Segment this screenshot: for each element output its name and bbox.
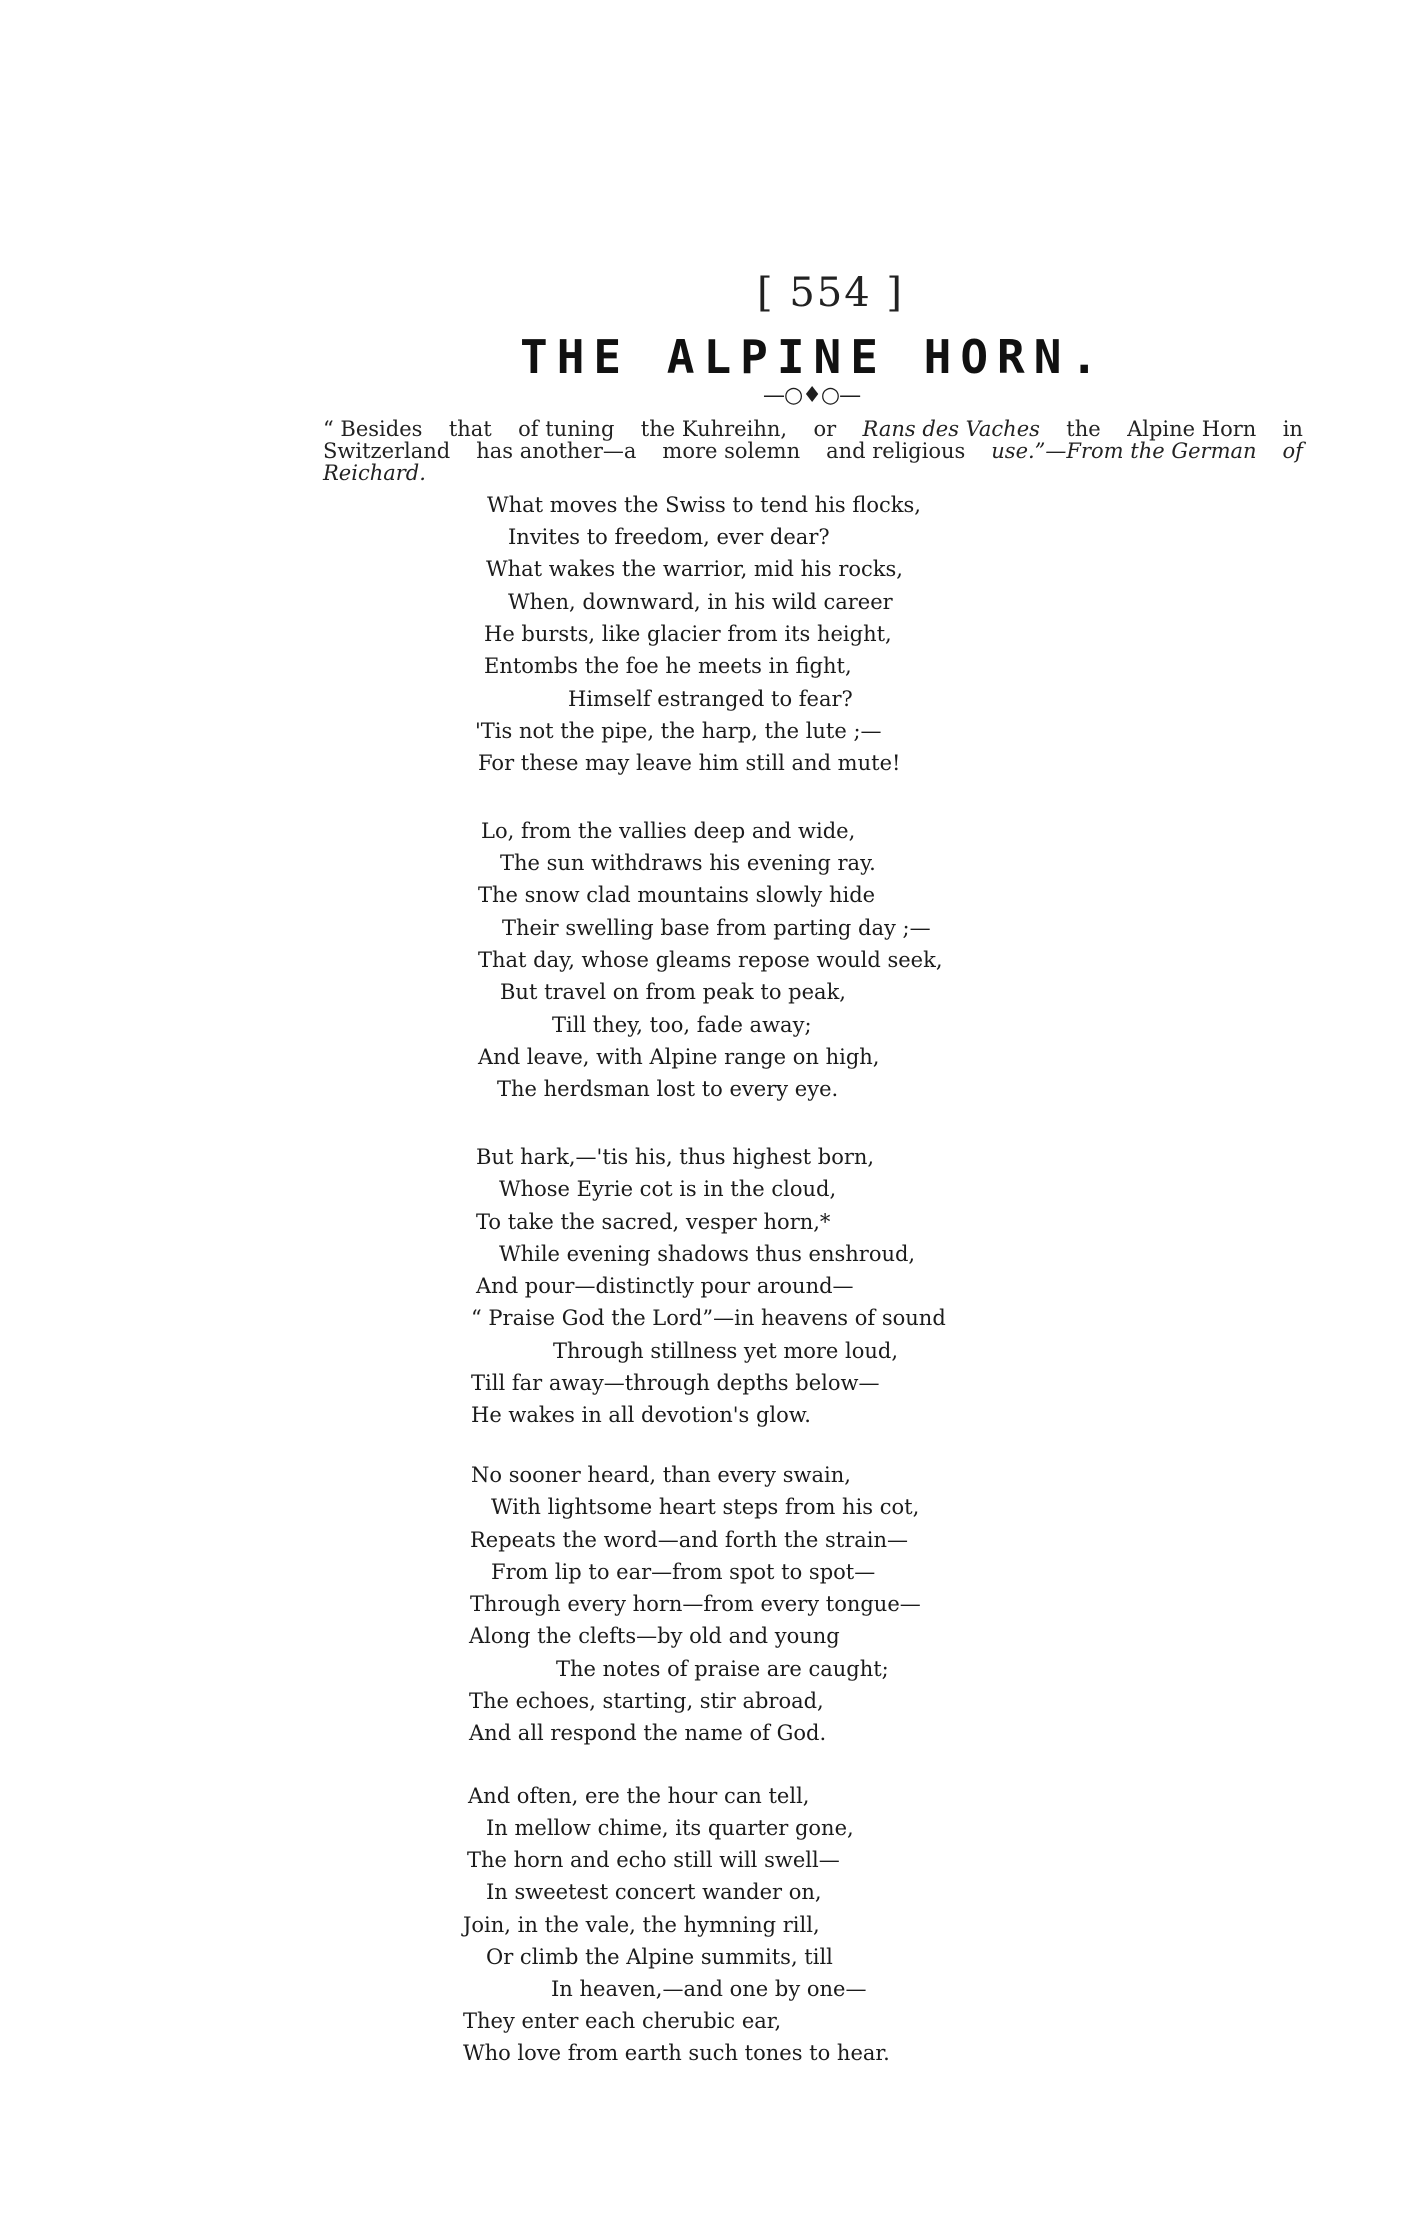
epigraph-word: that	[448, 417, 492, 441]
poem-line: With lightsome heart steps from his cot,	[491, 1495, 920, 1519]
poem-line: The notes of praise are caught;	[556, 1657, 889, 1681]
poem-line: Through stillness yet more loud,	[553, 1339, 899, 1363]
epigraph-author: Reichard.	[323, 461, 426, 485]
poem-line: Lo, from the vallies deep and wide,	[481, 819, 856, 843]
poem-line: He bursts, like glacier from its height,	[484, 622, 892, 646]
poem-line: In mellow chime, its quarter gone,	[486, 1816, 854, 1840]
epigraph-word: has another—a	[476, 439, 637, 463]
epigraph-word: more solemn	[662, 439, 801, 463]
poem-line: Invites to freedom, ever dear?	[508, 525, 830, 549]
poem-line: They enter each cherubic ear,	[463, 2009, 782, 2033]
poem-line: Who love from earth such tones to hear.	[463, 2041, 890, 2065]
poem-line: The herdsman lost to every eye.	[497, 1077, 839, 1101]
poem-line: In heaven,—and one by one—	[551, 1977, 867, 2001]
poem-line: Entombs the foe he meets in fight,	[484, 654, 852, 678]
poem-line: From lip to ear—from spot to spot—	[491, 1560, 876, 1584]
epigraph-word: and religious	[826, 439, 966, 463]
title-ornament: —○♦○—	[763, 383, 861, 408]
epigraph-word: the	[1066, 417, 1101, 441]
epigraph-word: Switzerland	[323, 439, 451, 463]
poem-line: Their swelling base from parting day ;—	[502, 916, 931, 940]
poem-line: For these may leave him still and mute!	[478, 751, 901, 775]
poem-line: No sooner heard, than every swain,	[471, 1463, 851, 1487]
poem-line: What moves the Swiss to tend his flocks,	[487, 493, 921, 517]
poem-line: Till far away—through depths below—	[471, 1371, 880, 1395]
poem-line: But travel on from peak to peak,	[500, 980, 846, 1004]
poem-line: Repeats the word—and forth the strain—	[470, 1528, 909, 1552]
poem-line: In sweetest concert wander on,	[486, 1880, 822, 1904]
poem-line: The horn and echo still will swell—	[467, 1848, 840, 1872]
poem-line: “ Praise God the Lord”—in heavens of sound	[471, 1306, 946, 1330]
epigraph-italic: Rans des Vaches	[862, 417, 1040, 441]
epigraph-word: in	[1282, 417, 1303, 441]
poem-line: Or climb the Alpine summits, till	[486, 1945, 833, 1969]
poem-line: And often, ere the hour can tell,	[468, 1784, 810, 1808]
poem-line: And pour—distinctly pour around—	[476, 1274, 854, 1298]
poem-line: The echoes, starting, stir abroad,	[469, 1689, 824, 1713]
poem-line: Till they, too, fade away;	[552, 1013, 812, 1037]
epigraph-word: of tuning	[518, 417, 615, 441]
poem-line: While evening shadows thus enshroud,	[499, 1242, 916, 1266]
poem-line: And all respond the name of God.	[469, 1721, 827, 1745]
epigraph-word: “ Besides	[323, 417, 423, 441]
poem-line: Join, in the vale, the hymning rill,	[463, 1913, 820, 1937]
poem-line: And leave, with Alpine range on high,	[478, 1045, 880, 1069]
epigraph-word: the Kuhreihn,	[640, 417, 788, 441]
epigraph-word: or	[813, 417, 837, 441]
epigraph-word: Alpine Horn	[1127, 417, 1257, 441]
poem-line: When, downward, in his wild career	[508, 590, 893, 614]
poem-line: The snow clad mountains slowly hide	[478, 883, 876, 907]
poem-line: To take the sacred, vesper horn,*	[476, 1210, 831, 1234]
epigraph-attribution: use.”—From the German	[991, 439, 1257, 463]
poem-line: Himself estranged to fear?	[568, 687, 853, 711]
poem-line: Along the clefts—by old and young	[469, 1624, 840, 1648]
poem-line: But hark,—'tis his, thus highest born,	[476, 1145, 875, 1169]
poem-line: 'Tis not the pipe, the harp, the lute ;—	[475, 719, 882, 743]
poem-line: The sun withdraws his evening ray.	[500, 851, 876, 875]
page-number: [ 554 ]	[757, 270, 904, 316]
poem-line: Through every horn—from every tongue—	[470, 1592, 921, 1616]
poem-line: Whose Eyrie cot is in the cloud,	[499, 1177, 837, 1201]
poem-title: THE ALPINE HORN.	[520, 330, 1108, 384]
epigraph-word: of	[1282, 439, 1303, 463]
poem-line: That day, whose gleams repose would seek,	[478, 948, 943, 972]
poem-line: What wakes the warrior, mid his rocks,	[486, 557, 903, 581]
poem-line: He wakes in all devotion's glow.	[471, 1403, 811, 1427]
